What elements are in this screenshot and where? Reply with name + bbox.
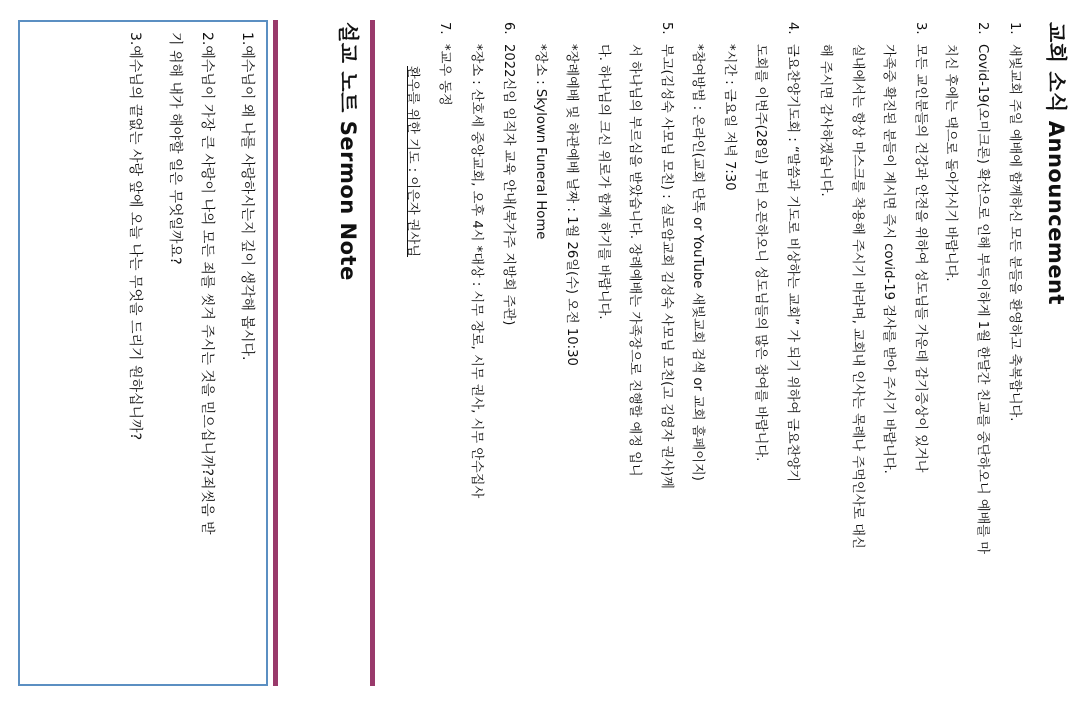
announcement-line: 가족중 확진된 분들이 계시면 즉시 covid-19 검사를 받아 주시기 바랍니다. (881, 44, 897, 474)
announcement-title: 교회 소식 Announcement (1044, 22, 1068, 306)
announcement-line: 환우를 위한 기도 : 이은자 권사님 (405, 66, 421, 258)
announcement-line: 도회를 이번주(28일) 부터 오픈하오니 성도님들의 많은 참여를 바랍니다. (753, 44, 769, 462)
sermon-question: 기 위해 내가 해야할 일은 무엇일까요? (167, 32, 183, 265)
announcement-line: 금요찬양기도회 : “말씀과 기도로 비상하는 교회” 가 되기 위하여 금요찬양기 (785, 44, 800, 483)
bulletin-page: 교회 소식 Announcement 1. 새빛교회 주일 예배에 함께하신 모든 분들을 환영하고 축복합니다. 2. Covid-19(오미크론) 확산으로 인해 부득이하게 1월 한달간 친교를 중단하오니 예배를 마 치신 후에는 댁으로 돌아가시기 바랍니다. 3. 모든 교인분들의 건강과 안전을 위하여 성도님들 가운데 감기증상이 있거나 가족중 확진된 분들이 계시면 즉시 covid-19 검사를 받아 주시기 바랍니다. 실내에서는 항상 마스크를 착용해 주시기 바라며, 교회내 인사는 목례나 주먹인사로 대신 해 주시면 감사하겠습니다. 4. 금요찬양기도회 : “말씀과 기도로 비상하는 교회” 가 되기 위하여 금요찬양기 도회를 이번주(28일) 부터 오픈하오니 성도님들의 많은 참여를 바랍니다. *시간 : 금요일 저녁 7:30 *참여방법 : 온라인(교회 단톡 or YouTube 새빛교회 검색 or 교회 홈페이지) 5. 부고(김성숙 사모님 모친) : 실로암교회 김성숙 사모님 모친(고 김영자 권사)께 서 하나님의 부르심을 받았습니다. 장례예배는 가족장으로 진행할 예정 입니 다. 하나님의 크신 위로가 함께 하기를 바랍니다. *장례예배 및 하관예배 날짜 : 1월 26일(수) 오전 10:30 *장소 : Skylown Funeral Home 6. 2022신임 임직자 교육 안내(북가주 지방회 주관) *장소 : 산호세 중앙교회, 오후 4시 *대상 : 시무 장로, 시무 권사, 시무 안수집사 7. *교우 동정 환우를 위한 기도 : 이은자 권사님 설교 노트 Sermon Note 1.예수님이 왜 나를 사랑하시는지 깊이 생각해 봅시다. 2.예수님이 가장 큰 사랑이 나의 모든 죄를 씻겨 주시는 것을 믿으십니까?죄씻음 받 기 위해 내가 해야할 일은 무엇일까요? 3.예수님의 끝없는 사랑 앞에 오늘 나는 무엇을 드리기 원하십니까? (0, 0, 1086, 701)
sermon-question: 2.예수님이 가장 큰 사랑이 나의 모든 죄를 씻겨 주시는 것을 믿으십니까?죄씻음 받 (199, 32, 215, 535)
announcement-line: 서 하나님의 부르심을 받았습니다. 장례예배는 가족장으로 진행할 예정 입니 (627, 44, 643, 477)
sermon-title: 설교 노트 Sermon Note (336, 22, 360, 281)
announcement-line: *장소 : Skylown Funeral Home (533, 44, 548, 240)
announcement-line: *시간 : 금요일 저녁 7:30 (722, 44, 737, 191)
sermon-question: 3.예수님의 끝없는 사랑 앞에 오늘 나는 무엇을 드리기 원하십니까? (127, 32, 143, 441)
announcement-line: *장소 : 산호세 중앙교회, 오후 4시 *대상 : 시무 장로, 시무 권사, 시무 안수집사 (469, 44, 485, 499)
announcement-line: 다. 하나님의 크신 위로가 함께 하기를 바랍니다. (596, 44, 611, 320)
announcement-line: 부고(김성숙 사모님 모친) : 실로암교회 김성숙 사모님 모친(고 김영자 권사)께 (659, 44, 674, 489)
announcement-line: 실내에서는 항상 마스크를 착용해 주시기 바라며, 교회내 인사는 목례나 주먹인사로 대신 (850, 44, 865, 549)
announcement-line: 2022신임 임직자 교육 안내(북가주 지방회 주관) (501, 44, 516, 326)
announcement-line: 해 주시면 감사하겠습니다. (818, 44, 834, 197)
announcement-line: 새빛교회 주일 예배에 함께하신 모든 분들을 환영하고 축복합니다. (1007, 44, 1022, 422)
accent-divider (370, 20, 375, 686)
announcement-line: *장례예배 및 하관예배 날짜 : 1월 26일(수) 오전 10:30 (564, 44, 580, 366)
announcement-line: Covid-19(오미크론) 확산으로 인해 부득이하게 1월 한달간 친교를 중단하오니 예배를 마 (975, 44, 990, 554)
accent-divider-bottom (273, 20, 278, 686)
sermon-note-box (18, 20, 268, 686)
announcement-line: 모든 교인분들의 건강과 안전을 위하여 성도님들 가운데 감기증상이 있거나 (913, 44, 928, 473)
announcement-line: *교우 동정 (437, 44, 452, 106)
announcement-line: *참여방법 : 온라인(교회 단톡 or YouTube 새빛교회 검색 or 교회 홈페이지) (690, 44, 706, 481)
sermon-question: 1.예수님이 왜 나를 사랑하시는지 깊이 생각해 봅시다. (239, 32, 255, 361)
announcement-line: 치신 후에는 댁으로 돌아가시기 바랍니다. (943, 44, 959, 282)
